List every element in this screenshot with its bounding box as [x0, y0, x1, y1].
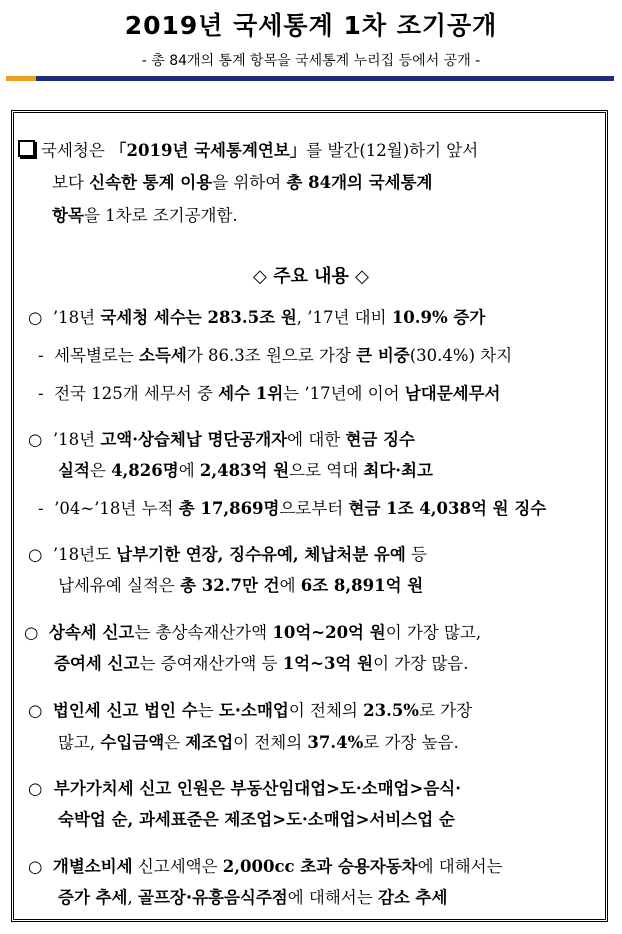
intro-line-2 — [52, 173, 432, 193]
item-text: 는 증여재산가액 등 — [139, 654, 283, 673]
sub-item-cumulative — [38, 499, 546, 519]
item-emphasis: 10.9% 증가 — [391, 308, 486, 327]
item-emphasis: 골프장·유흥음식주점 — [138, 888, 288, 907]
item-emphasis: 2,000cc 초과 승용자동차 — [222, 857, 418, 876]
list-item-corporate-line-1 — [28, 701, 472, 721]
item-emphasis: 소득세 — [139, 346, 187, 365]
item-emphasis: 최다·최고 — [363, 461, 433, 480]
item-emphasis: 개별소비세 — [52, 857, 133, 876]
item-emphasis: 현금 징수 — [345, 430, 415, 449]
item-text: 많고, — [58, 733, 101, 752]
item-text: 로 가장 — [419, 701, 473, 720]
intro-line-1 — [18, 140, 478, 161]
item-emphasis: 23.5% — [363, 701, 419, 720]
item-text: 이 가장 많음. — [373, 654, 469, 673]
circle-bullet-icon: ○ — [24, 623, 39, 642]
intro-text: 를 발간(12월)하기 앞서 — [306, 141, 479, 160]
item-emphasis: 도·소매업 — [218, 701, 289, 720]
document-title: 2019년 국세통계 1차 조기공개 — [124, 11, 498, 40]
item-emphasis: 큰 비중 — [356, 346, 410, 365]
item-text: 신고세액은 — [132, 857, 223, 876]
item-emphasis: 증가 추세 — [58, 888, 128, 907]
item-text: ’18년 — [52, 430, 101, 449]
intro-yearbook-title: 「2019년 국세통계연보」 — [110, 141, 307, 160]
list-item-excise-line-2 — [58, 888, 447, 908]
item-text: 에 대해서는 — [417, 857, 503, 876]
item-text: ’04~’18년 누적 — [54, 499, 179, 518]
item-text: 는 총상속재산가액 — [134, 623, 273, 642]
item-emphasis: 1억~3억 원 — [282, 654, 374, 673]
item-text: 이 전체의 — [288, 701, 364, 720]
circle-bullet-icon: ○ — [28, 308, 43, 327]
item-text: 에 — [279, 576, 301, 595]
item-text: 는 ’17년에 이어 — [283, 384, 405, 403]
intro-emphasis: 신속한 통계 이용 — [89, 173, 213, 192]
item-emphasis: 국세청 세수는 283.5조 원 — [100, 308, 297, 327]
dash-bullet: - — [38, 384, 44, 403]
list-item-inheritance-line-2 — [54, 654, 469, 674]
square-bullet-icon — [18, 140, 35, 157]
item-emphasis: 숙박업 순, 과세표준은 제조업>도·소매업>서비스업 순 — [58, 810, 455, 829]
item-text: (30.4%) 차지 — [409, 346, 513, 365]
item-text: 에 대한 — [287, 430, 346, 449]
title-underline-bar — [6, 76, 614, 81]
intro-text: 을 1차로 조기공개함. — [83, 206, 238, 225]
item-text: 으로부터 — [279, 499, 349, 518]
sub-item-income-tax — [38, 346, 512, 366]
dash-bullet: - — [38, 499, 44, 518]
item-emphasis: 증여세 신고 — [54, 654, 140, 673]
dash-bullet: - — [38, 346, 44, 365]
item-emphasis: 법인세 신고 법인 수 — [52, 701, 198, 720]
list-item-delinquent-line-2 — [58, 461, 433, 481]
item-emphasis: 10억~20억 원 — [272, 623, 386, 642]
item-emphasis: 부가가치세 신고 인원은 부동산임대업>도·소매업>음식· — [53, 779, 461, 798]
item-emphasis: 총 32.7만 건 — [180, 576, 280, 595]
title-underline-accent — [6, 76, 36, 81]
intro-text: 국세청은 — [41, 141, 111, 160]
intro-text: 을 위하여 — [212, 173, 287, 192]
item-emphasis: 2,483억 원 — [199, 461, 290, 480]
item-text: 이 가장 많고, — [385, 623, 482, 642]
item-emphasis: 납부기한 연장, 징수유예, 체납처분 유예 — [116, 545, 406, 564]
section-heading: ◇ 주요 내용 ◇ — [252, 266, 370, 287]
item-emphasis: 고액·상습체납 명단공개자 — [100, 430, 288, 449]
list-item-excise-line-1 — [28, 857, 503, 877]
intro-emphasis: 항목 — [52, 206, 84, 225]
item-text: 납세유예 실적은 — [58, 576, 181, 595]
item-emphasis: 상속세 신고 — [48, 623, 135, 642]
intro-emphasis: 총 84개의 국세통계 — [286, 173, 433, 192]
item-emphasis: 수입금액 — [100, 733, 165, 752]
intro-text: 보다 — [52, 173, 90, 192]
item-emphasis: 37.4% — [307, 733, 364, 752]
circle-bullet-icon: ○ — [28, 545, 43, 564]
list-item-delinquent-line-1 — [28, 430, 415, 450]
list-item-deferral-line-2 — [58, 576, 423, 596]
item-text: 에 — [178, 461, 200, 480]
item-emphasis: 총 17,869명 — [178, 499, 280, 518]
item-text: 은 — [164, 733, 186, 752]
item-text: 전국 125개 세무서 중 — [54, 384, 219, 403]
document-subtitle: - 총 84개의 통계 항목을 국세통계 누리집 등에서 공개 - — [141, 53, 481, 69]
item-emphasis: 현금 1조 4,038억 원 징수 — [348, 499, 547, 518]
circle-bullet-icon: ○ — [28, 857, 43, 876]
list-item-deferral-line-1 — [28, 545, 427, 565]
item-text: 등 — [405, 545, 427, 564]
list-item-corporate-line-2 — [58, 733, 459, 753]
item-text: 가 86.3조 원으로 가장 — [186, 346, 357, 365]
item-text: 에 대해서는 — [287, 888, 378, 907]
item-text: 로 가장 높음. — [363, 733, 459, 752]
sub-item-top-office — [38, 384, 500, 404]
circle-bullet-icon: ○ — [28, 430, 43, 449]
item-text: , — [127, 888, 139, 907]
item-text: ’18년 — [52, 308, 101, 327]
item-text: 으로 역대 — [289, 461, 364, 480]
list-item-tax-revenue — [28, 308, 485, 328]
item-text: 은 — [89, 461, 112, 480]
item-text: ’18년도 — [52, 545, 117, 564]
item-emphasis: 남대문세무서 — [404, 384, 501, 403]
item-text: 는 — [197, 701, 219, 720]
item-emphasis: 실적 — [58, 461, 90, 480]
item-emphasis: 6조 8,891억 원 — [300, 576, 424, 595]
item-emphasis: 감소 추세 — [377, 888, 448, 907]
list-item-vat-line-1 — [28, 779, 461, 799]
list-item-inheritance-line-1 — [24, 623, 481, 643]
item-text: 이 전체의 — [233, 733, 308, 752]
list-item-vat-line-2 — [58, 810, 455, 830]
circle-bullet-icon: ○ — [28, 701, 43, 720]
item-emphasis: 제조업 — [185, 733, 234, 752]
intro-line-3 — [52, 206, 238, 226]
item-emphasis: 세수 1위 — [218, 384, 284, 403]
item-text: , ’17년 대비 — [296, 308, 392, 327]
item-text: 세목별로는 — [54, 346, 140, 365]
circle-bullet-icon: ○ — [28, 779, 43, 798]
item-emphasis: 4,826명 — [111, 461, 179, 480]
